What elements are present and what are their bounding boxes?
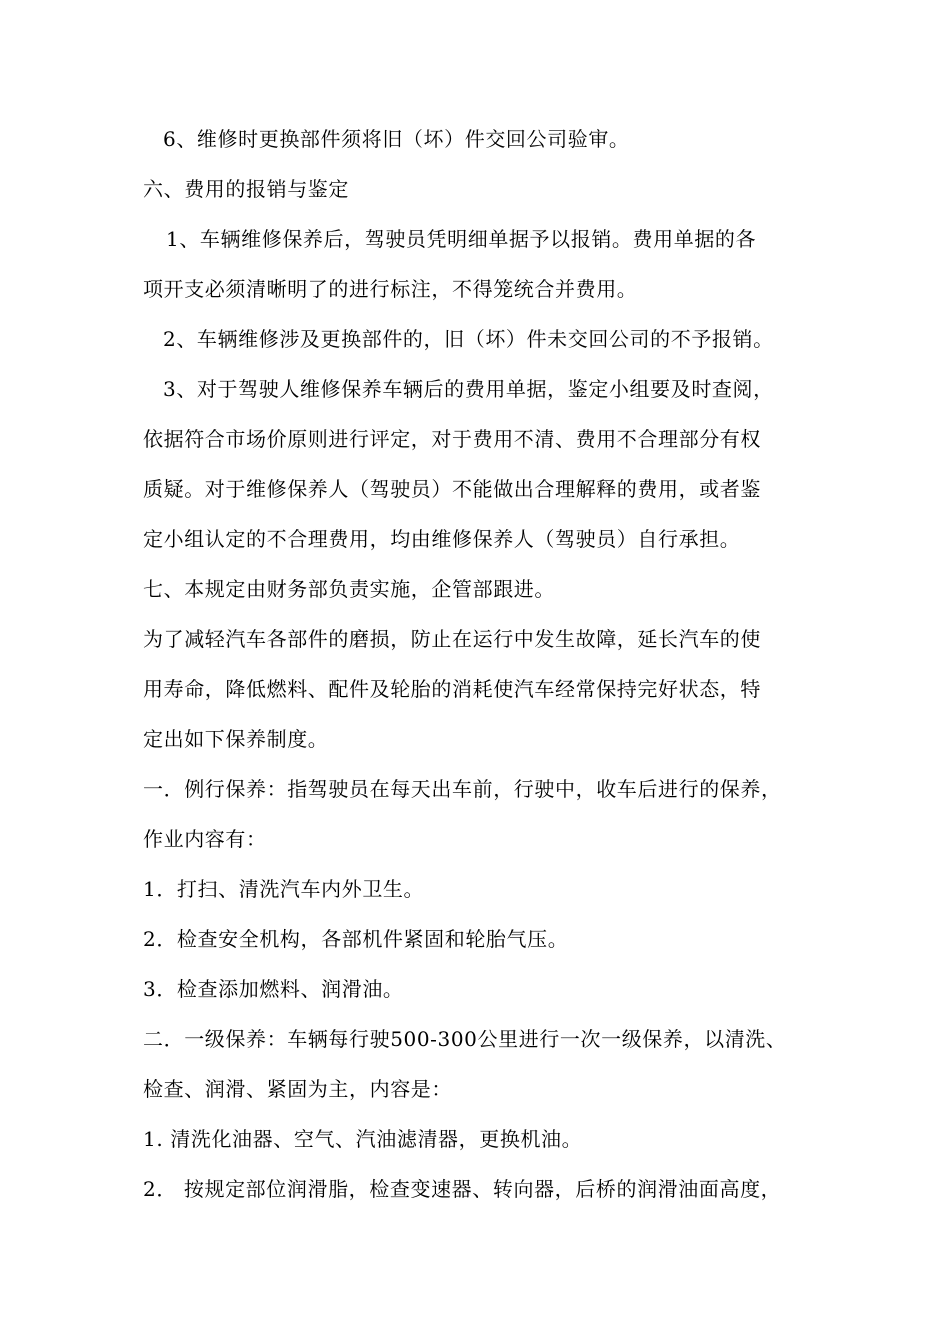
list-item: 2．检查安全机构，各部机件紧固和轮胎气压。 bbox=[143, 927, 569, 951]
text-line: 用寿命，降低燃料、配件及轮胎的消耗使汽车经常保持完好状态，特 bbox=[143, 677, 761, 701]
list-item: 1．打扫、清洗汽车内外卫生。 bbox=[143, 877, 425, 901]
section-heading: 六、费用的报销与鉴定 bbox=[143, 177, 349, 201]
text-line: 作业内容有： bbox=[143, 827, 267, 851]
text-line: 2、车辆维修涉及更换部件的，旧（坏）件未交回公司的不予报销。 bbox=[163, 327, 774, 351]
section-heading: 二．一级保养：车辆每行驶500-300公里进行一次一级保养，以清洗、 bbox=[143, 1027, 787, 1051]
text-line: 项开支必须清晰明了的进行标注，不得笼统合并费用。 bbox=[143, 277, 638, 301]
text-line: 定出如下保养制度。 bbox=[143, 727, 329, 751]
text-line: 1、车辆维修保养后，驾驶员凭明细单据予以报销。费用单据的各 bbox=[166, 227, 757, 251]
text-line: 6、维修时更换部件须将旧（坏）件交回公司验审。 bbox=[163, 127, 630, 151]
list-item: 2． 按规定部位润滑脂，检查变速器、转向器，后桥的润滑油面高度， bbox=[143, 1177, 782, 1201]
list-item: 1. 清洗化油器、空气、汽油滤清器，更换机油。 bbox=[143, 1127, 583, 1151]
text-line: 检查、润滑、紧固为主，内容是： bbox=[143, 1077, 452, 1101]
text-line: 3、对于驾驶人维修保养车辆后的费用单据，鉴定小组要及时查阅， bbox=[163, 377, 774, 401]
text-line: 为了减轻汽车各部件的磨损，防止在运行中发生故障，延长汽车的使 bbox=[143, 627, 761, 651]
list-item: 3．检查添加燃料、润滑油。 bbox=[143, 977, 404, 1001]
text-line: 质疑。对于维修保养人（驾驶员）不能做出合理解释的费用，或者鉴 bbox=[143, 477, 761, 501]
document-page bbox=[143, 114, 813, 1214]
section-heading: 七、本规定由财务部负责实施，企管部跟进。 bbox=[143, 577, 555, 601]
section-heading: 一．例行保养：指驾驶员在每天出车前，行驶中，收车后进行的保养， bbox=[143, 777, 782, 801]
text-line: 依据符合市场价原则进行评定，对于费用不清、费用不合理部分有权 bbox=[143, 427, 761, 451]
text-line: 定小组认定的不合理费用，均由维修保养人（驾驶员）自行承担。 bbox=[143, 527, 741, 551]
